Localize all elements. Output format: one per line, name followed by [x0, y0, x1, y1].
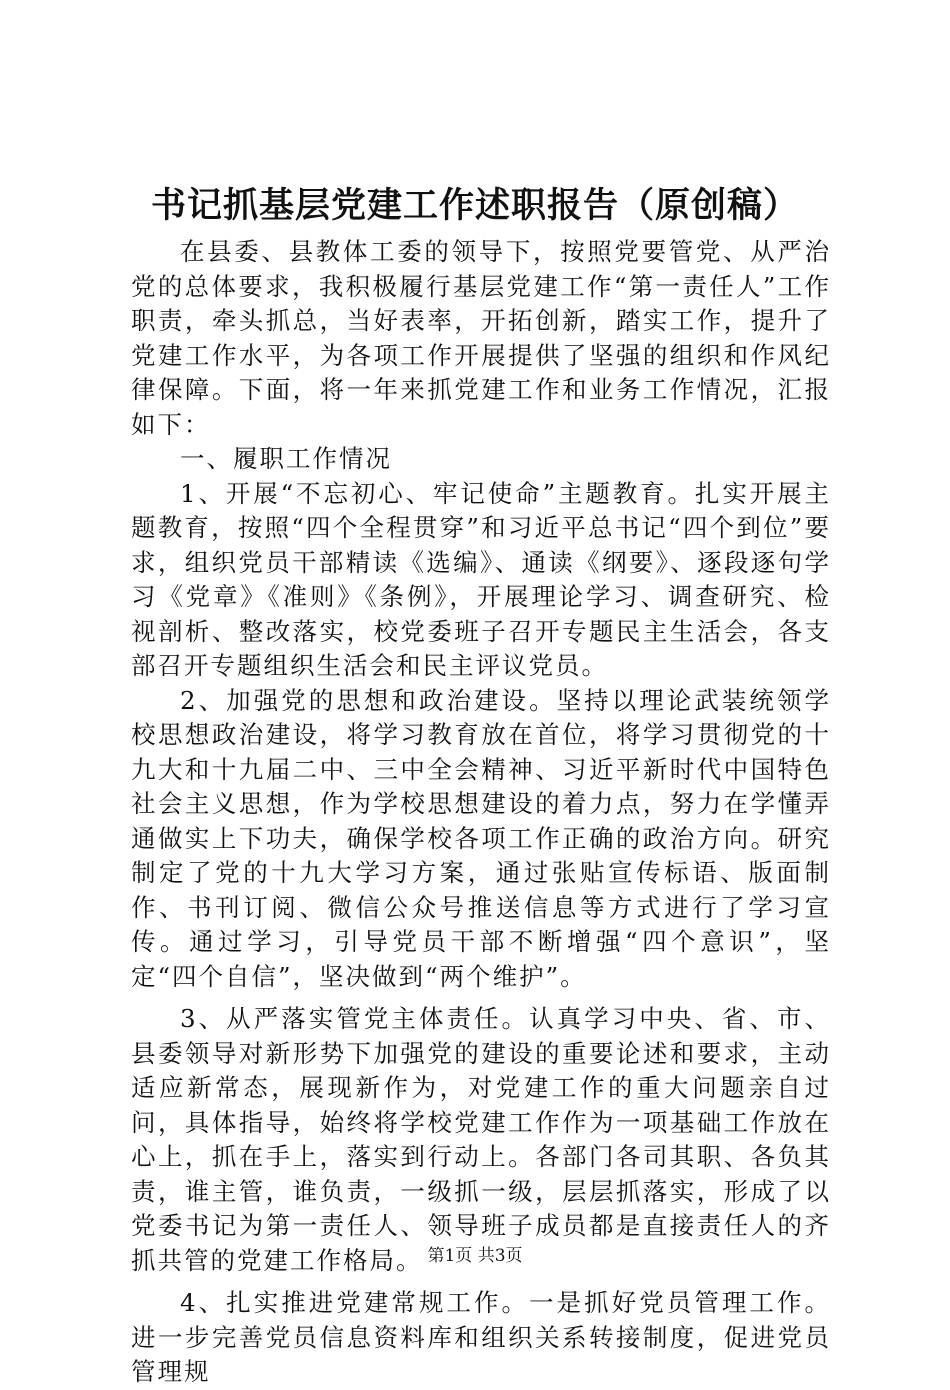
paragraph-intro: 在县委、县教体工委的领导下，按照党要管党、从严治党的总体要求，我积极履行基层党建工作“第一责任人”工作职责，牵头抓总，当好表率，开拓创新，踏实工作，提升了党建工作水平，为各项工作开展提供了坚强的组织和作风纪律保障。下面，将一年来抓党建工作和业务工作情况，汇报如下：: [131, 237, 831, 439]
paragraph-item-3: 3、从严落实管党主体责任。认真学习中央、省、市、县委领导对新形势下加强党的建设的重要论述和要求，主动适应新常态，展现新作为，对党建工作的重大问题亲自过问，具体指导，始终将学校党建工作作为一项基础工作放在心上，抓在手上，落实到行动上。各部门各司其职、各负其责，谁主管，谁负责，一级抓一级，层层抓落实，形成了以党委书记为第一责任人、领导班子成员都是直接责任人的齐抓共管的党建工作格局。: [131, 1004, 831, 1275]
document-title: 书记抓基层党建工作述职报告（原创稿）: [150, 185, 799, 226]
paragraph-item-4: 4、扎实推进党建常规工作。一是抓好党员管理工作。进一步完善党员信息资料库和组织关系转接制度，促进党员管理规: [131, 1288, 831, 1386]
section-heading-duty-work: 一、履职工作情况: [180, 444, 392, 473]
document-body: [131, 235, 831, 1390]
page-footer: 第1页 共3页: [427, 1246, 523, 1266]
paragraph-item-1: 1、开展“不忘初心、牢记使命”主题教育。扎实开展主题教育，按照“四个全程贯穿”和习近平总书记“四个到位”要求，组织党员干部精读《选编》、通读《纲要》、逐段逐句学习《党章》《准则》《条例》，开展理论学习、调查研究、检视剖析、整改落实，校党委班子召开专题民主生活会，各支部召开专题组织生活会和民主评议党员。: [131, 478, 831, 680]
paragraph-item-2: 2、加强党的思想和政治建设。坚持以理论武装统领学校思想政治建设，将学习教育放在首位，将学习贯彻党的十九大和十九届二中、三中全会精神、习近平新时代中国特色社会主义思想，作为学校思想建设的着力点，努力在学懂弄通做实上下功夫，确保学校各项工作正确的政治方向。研究制定了党的十九大学习方案，通过张贴宣传标语、版面制作、书刊订阅、微信公众号推送信息等方式进行了学习宣传。通过学习，引导党员干部不断增强“四个意识”，坚定“四个自信”，坚决做到“两个维护”。: [131, 685, 831, 991]
